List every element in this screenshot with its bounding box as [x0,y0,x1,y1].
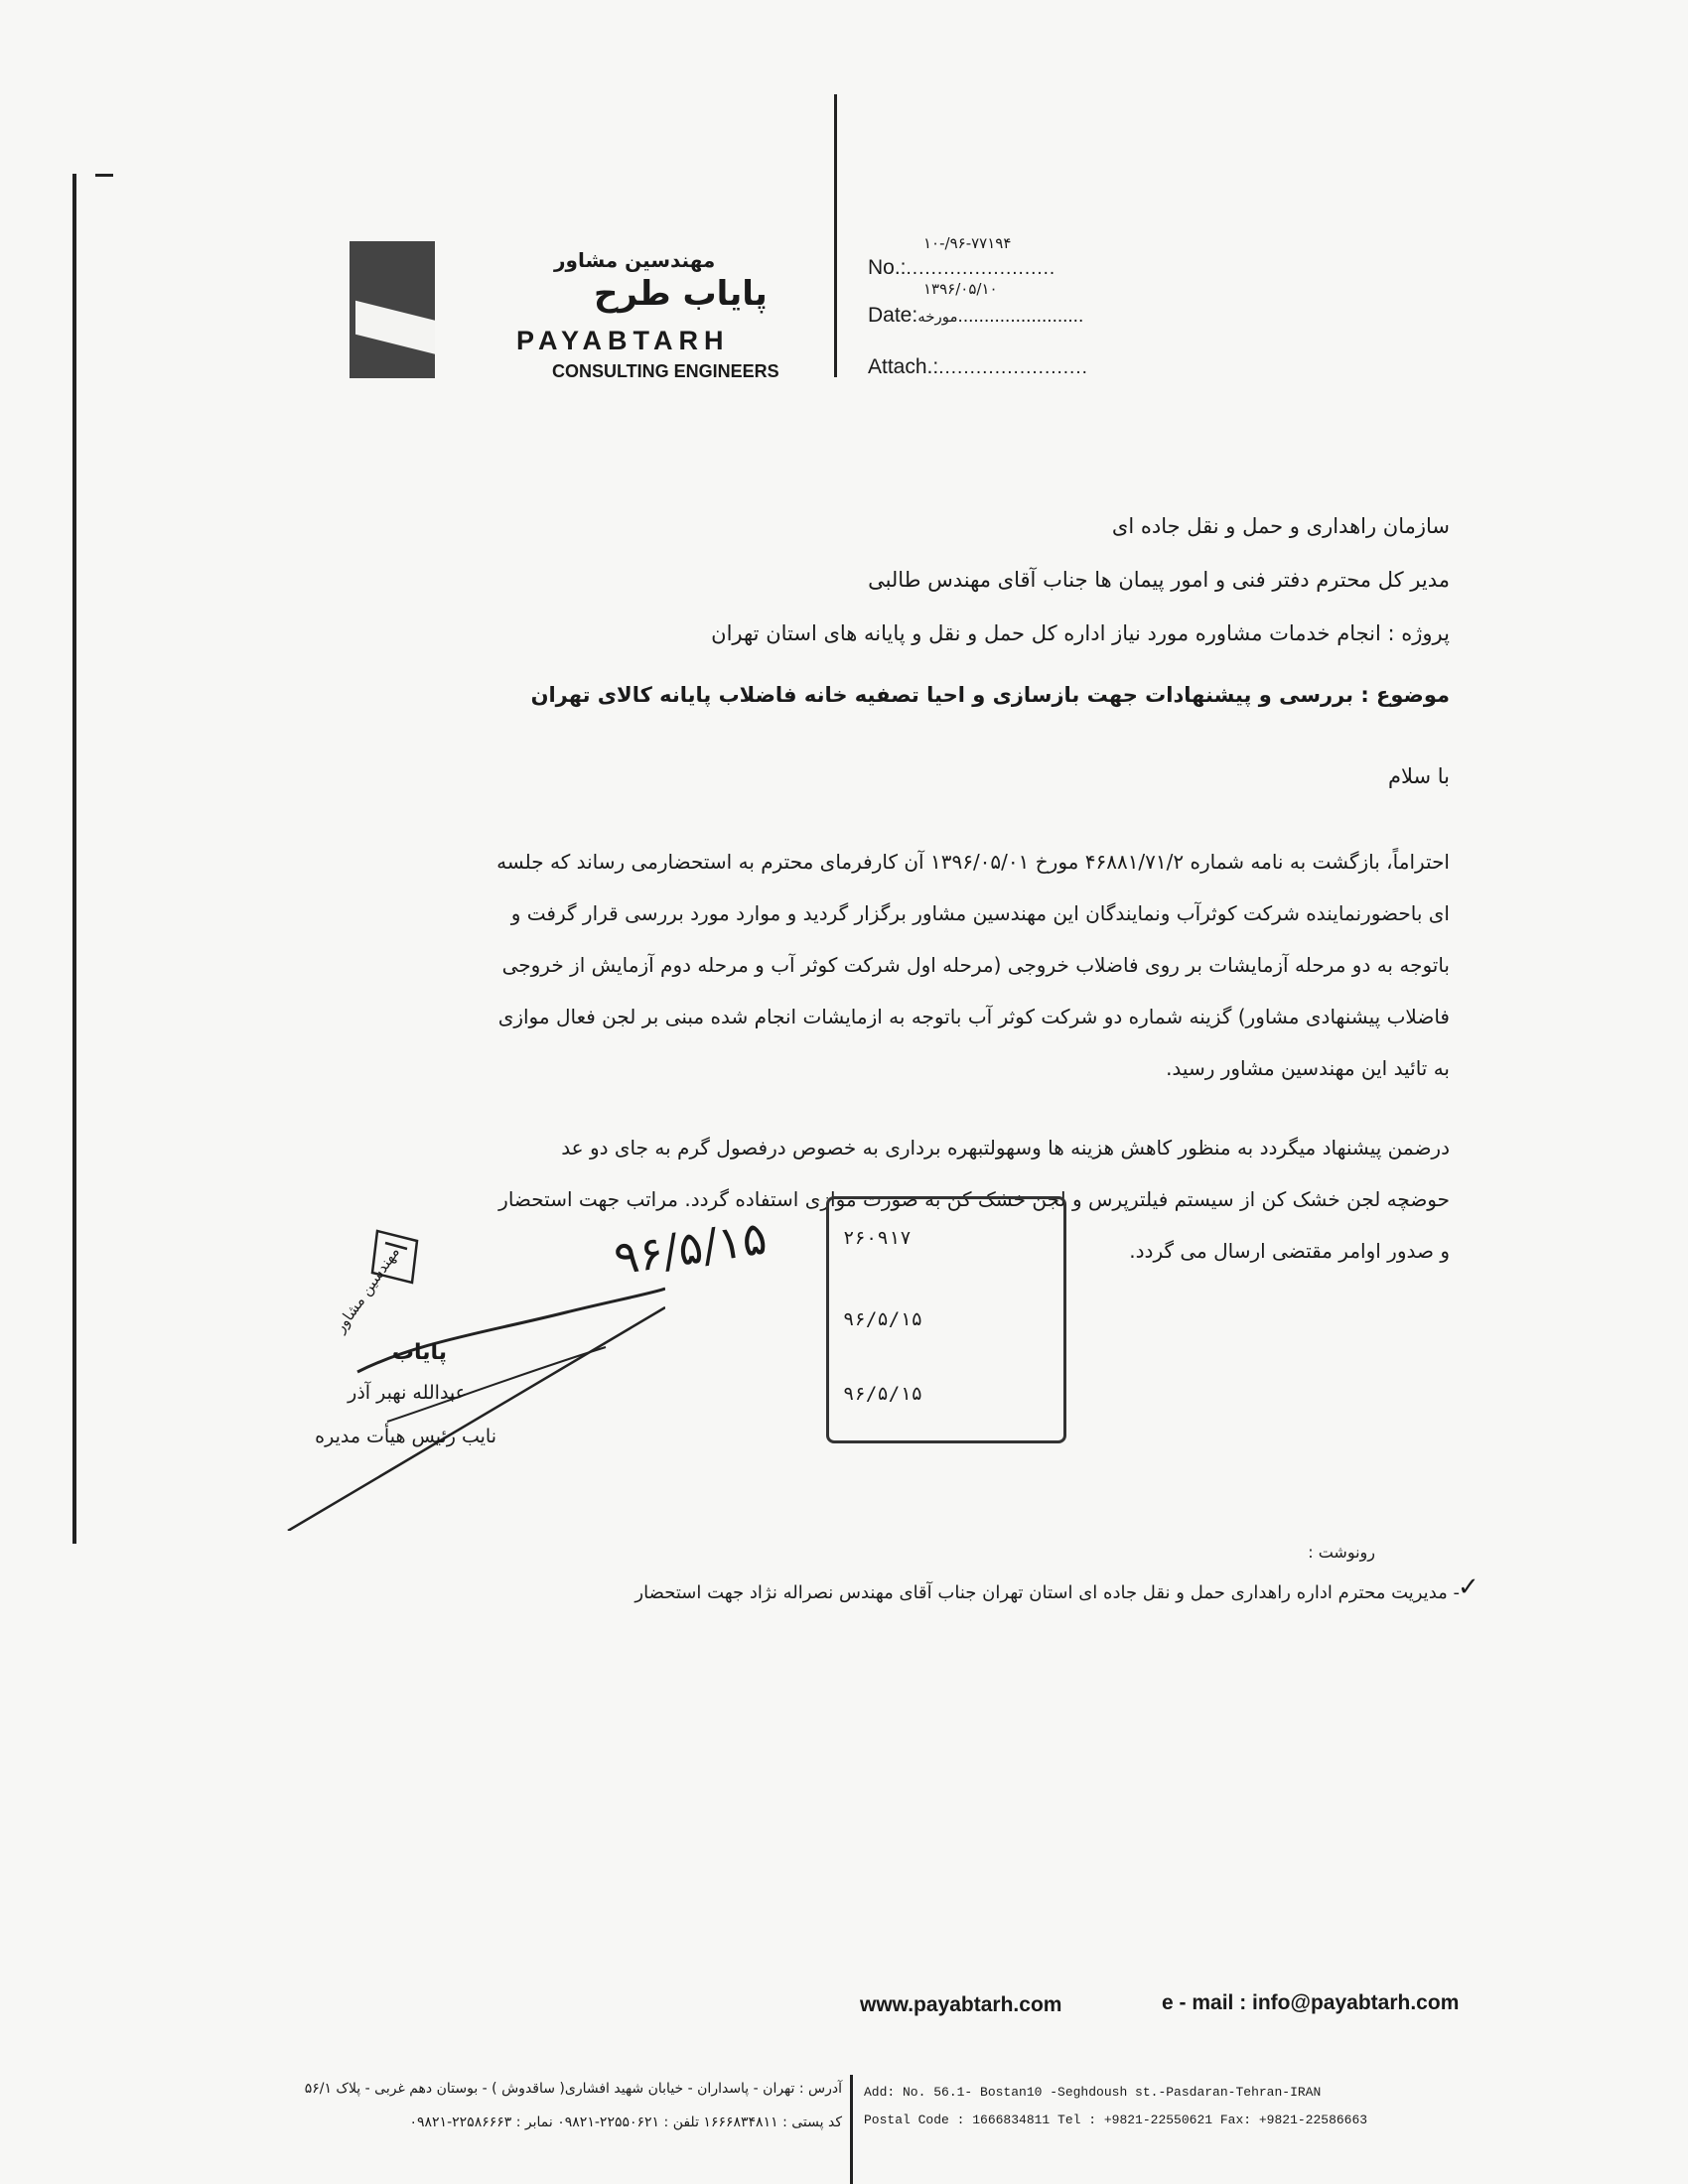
signatory-name: عبدالله نهبر آذر [348,1382,467,1404]
body-line: احتراماً، بازگشت به نامه شماره ۴۶۸۸۱/۷۱/۲ مورخ ۱۳۹۶/۰۵/۰۱ آن کارفرمای محترم به استحضارمی رساند که جلسه [496,850,1450,874]
letter-date-dots: ........................ [957,306,1084,327]
signature-block [268,1223,665,1531]
letter-number-value: ۱۰-/۹۶-۷۷۱۹۴ [923,234,1012,252]
attachment-dots: ........................ [938,357,1088,378]
left-margin-rule [72,174,76,1544]
handwritten-date: ۹۶/۵/۱۵ [610,1210,771,1286]
logo-english-subtitle: CONSULTING ENGINEERS [552,361,779,381]
footer-website: www.payabtarh.com [860,1993,1062,2016]
footer-address-english: Add: No. 56.1- Bostan10 -Seghdoush st.-Pasdaran-Tehran-IRAN [864,2085,1322,2100]
stamp-date-2: ۹۶/۵/۱۵ [843,1383,923,1405]
body-line: درضمن پیشنهاد میگردد به منظور کاهش هزینه ها وسهولتبهره برداری به خصوص درفصول گرم به جای دو عد [561,1136,1450,1160]
footer-divider [850,2075,853,2184]
stamp-number: ۲۶۰۹۱۷ [843,1227,912,1249]
signature-scribble-icon [268,1223,665,1531]
letter-date-handwritten: مورخه [917,308,958,326]
cc-line: - مدیریت محترم اداره راهداری حمل و نقل جاده ای استان تهران جناب آقای مهندس نصراله نژاد جهت استحضار [634,1582,1460,1603]
signatory-company-small: مهندسین مشاور [331,1243,403,1336]
letter-number-field [868,256,1055,280]
letter-date-value: ۱۳۹۶/۰۵/۱۰ [923,280,998,298]
footer-contact-persian: کد پستی : ۱۶۶۶۸۳۴۸۱۱ تلفن : ۲۲۵۵۰۶۲۱-۰۹۸۲۱ نمابر : ۲۲۵۸۶۶۶۳-۰۹۸۲۱ [409,2115,842,2130]
body-line: به تائید این مهندسین مشاور رسید. [1166,1056,1450,1080]
attachment-field [868,355,1088,379]
footer-contact-english: Postal Code : 1666834811 Tel : +9821-22550621 Fax: +9821-22586663 [864,2113,1368,2127]
body-line: حوضچه لجن خشک کن از سیستم فیلترپرس و لجن خشک کن به صورت موازی استفاده گردد. مراتب جهت استحضار [498,1187,1450,1211]
header-divider [834,94,837,377]
letter-number-label: No.: [868,256,907,279]
body-line: باتوجه به دو مرحله آزمایشات بر روی فاضلاب خروجی (مرحله اول شرکت کوثر آب و مرحله دوم آزمایش از خروجی [501,953,1450,977]
body-line: ای باحضورنماینده شرکت کوثرآب ونمایندگان این مهندسین مشاور برگزار گردید و موارد مورد بررسی قرار گرفت و [510,901,1450,925]
greeting: با سلام [1387,764,1450,788]
footer-email: e - mail : info@payabtarh.com [1162,1991,1460,2014]
body-paragraph-1 [218,836,1450,1094]
logo-persian-name: پایاب طرح [594,274,768,314]
footer-address-persian: آدرس : تهران - پاسداران - خیابان شهید افشاری( ساقدوش ) - بوستان دهم غربی - پلاک ۵۶/۱ [304,2081,842,2097]
recipient-organization: سازمان راهداری و حمل و نقل جاده ای [1111,514,1450,538]
cc-label: رونوشت : [1308,1543,1375,1562]
attachment-label: Attach.: [868,355,939,378]
signatory-position: نایب رئیس هیأت مدیره [315,1426,496,1447]
letter-date-label: Date: [868,304,918,327]
signatory-company: پایاب [391,1340,447,1365]
body-line: فاضلاب پیشنهادی مشاور) گزینه شماره دو شرکت کوثر آب باتوجه به ازمایشات انجام شده مبنی بر لجن فعال موازی [497,1005,1450,1028]
company-logo-mark [350,241,435,378]
project-line: پروژه : انجام خدمات مشاوره مورد نیاز اداره کل حمل و نقل و پایانه های استان تهران [711,621,1450,645]
logo-english-name: PAYABTARH [516,326,730,355]
letter-date-field [868,304,1083,328]
logo-persian-subtitle: مهندسین مشاور [554,248,716,272]
subject-line: موضوع : بررسی و پیشنهادات جهت بازسازی و احیا تصفیه خانه فاضلاب پایانه کالای تهران [530,683,1450,707]
recipient-title: مدیر کل محترم دفتر فنی و امور پیمان ها جناب آقای مهندس طالبی [868,568,1450,592]
left-margin-tick [95,174,113,177]
checkmark-icon: ✓ [1458,1572,1479,1602]
letter-number-dots: ........................ [906,258,1056,279]
stamp-date: ۹۶/۵/۱۵ [843,1308,923,1330]
receipt-stamp [826,1196,1066,1443]
body-line: و صدور اوامر مقتضی ارسال می گردد. [1129,1239,1450,1263]
